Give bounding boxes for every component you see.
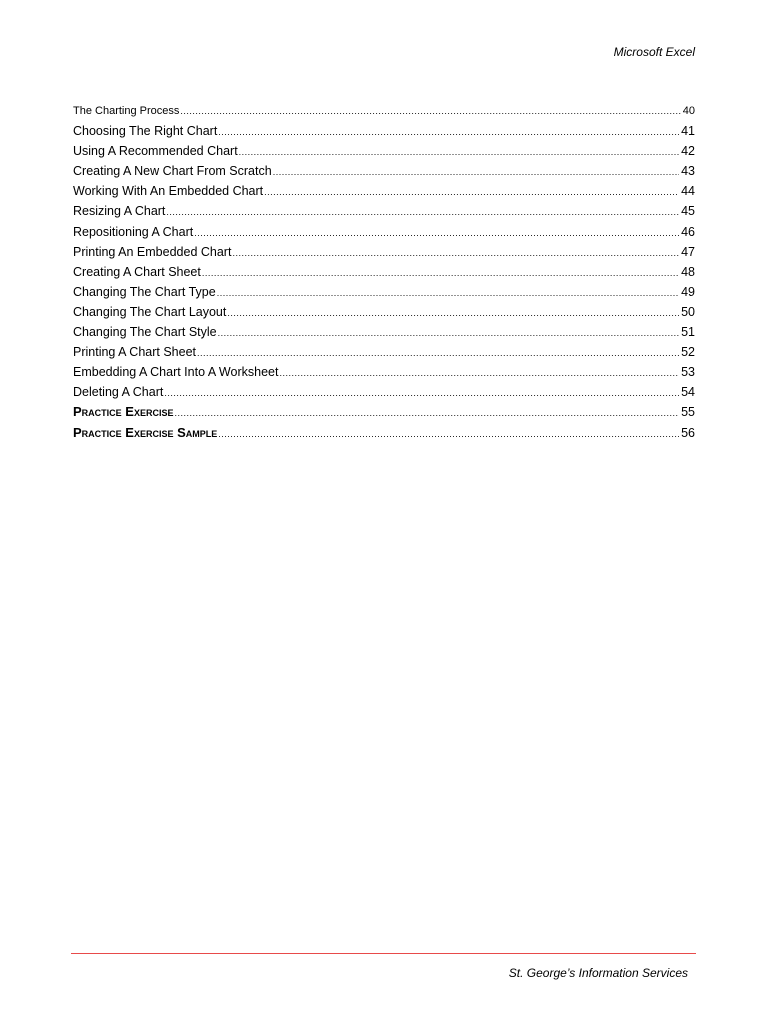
toc-entry[interactable] — [73, 402, 695, 422]
toc-dot-leader — [174, 403, 679, 423]
toc-dot-leader — [227, 303, 679, 323]
toc-entry-label: Changing The Chart Style — [73, 325, 217, 340]
toc-entry-label: Embedding A Chart Into A Worksheet — [73, 365, 279, 380]
toc-entry[interactable] — [73, 161, 695, 181]
toc-entry[interactable] — [73, 423, 695, 443]
toc-entry-page-number: 56 — [681, 425, 695, 440]
toc-entry-label: Using A Recommended Chart — [73, 144, 238, 159]
toc-dot-leader — [217, 283, 679, 303]
toc-dot-leader — [218, 122, 679, 142]
footer-publisher-text: St. George’s Information Services — [508, 966, 688, 980]
toc-entry-page-number: 49 — [681, 284, 695, 299]
toc-entry-label: Practice Exercise Sample — [73, 424, 218, 440]
toc-entry-page-number: 47 — [681, 244, 695, 259]
toc-entry-page-number: 43 — [681, 164, 695, 179]
toc-entry[interactable] — [73, 362, 695, 382]
toc-entry-label: Printing An Embedded Chart — [73, 244, 232, 259]
toc-entry[interactable] — [73, 282, 695, 302]
toc-dot-leader — [202, 263, 679, 283]
toc-entry-label: Deleting A Chart — [73, 385, 164, 400]
toc-entry[interactable] — [73, 242, 695, 262]
toc-entry-label: Changing The Chart Layout — [73, 304, 227, 319]
toc-entry[interactable] — [73, 382, 695, 402]
footer-divider — [71, 953, 696, 954]
toc-entry[interactable] — [73, 262, 695, 282]
toc-entry-page-number: 42 — [681, 144, 695, 159]
table-of-contents — [73, 101, 695, 443]
toc-entry[interactable] — [73, 101, 695, 121]
toc-dot-leader — [239, 142, 679, 162]
toc-entry-page-number: 45 — [681, 204, 695, 219]
toc-entry-page-number: 54 — [681, 385, 695, 400]
toc-entry-label: Changing The Chart Type — [73, 284, 216, 299]
toc-dot-leader — [273, 162, 679, 182]
toc-entry[interactable] — [73, 121, 695, 141]
toc-entry-label: Resizing A Chart — [73, 204, 166, 219]
toc-dot-leader — [264, 182, 679, 202]
toc-entry-page-number: 51 — [681, 325, 695, 340]
toc-dot-leader — [279, 363, 679, 383]
toc-entry-label: Creating A Chart Sheet — [73, 264, 201, 279]
toc-dot-leader — [232, 243, 679, 263]
toc-entry[interactable] — [73, 302, 695, 322]
toc-entry-page-number: 41 — [681, 124, 695, 139]
toc-entry-page-number: 46 — [681, 224, 695, 239]
toc-entry-label: Repositioning A Chart — [73, 224, 194, 239]
toc-entry-label: Creating A New Chart From Scratch — [73, 164, 272, 179]
toc-entry-label: Working With An Embedded Chart — [73, 184, 264, 199]
toc-entry[interactable] — [73, 222, 695, 242]
toc-dot-leader — [197, 343, 679, 363]
toc-entry[interactable] — [73, 181, 695, 201]
toc-entry[interactable] — [73, 322, 695, 342]
page-header-title: Microsoft Excel — [613, 45, 695, 59]
toc-entry-page-number: 40 — [682, 105, 695, 117]
toc-entry-page-number: 55 — [681, 405, 695, 420]
toc-entry-label: The Charting Process — [73, 105, 180, 117]
toc-entry-page-number: 53 — [681, 365, 695, 380]
toc-entry-label: Choosing The Right Chart — [73, 124, 218, 139]
toc-dot-leader — [194, 223, 679, 243]
toc-entry-label: Practice Exercise — [73, 404, 174, 420]
toc-dot-leader — [218, 424, 679, 444]
toc-entry-page-number: 50 — [681, 304, 695, 319]
toc-entry-page-number: 48 — [681, 264, 695, 279]
toc-entry-page-number: 44 — [681, 184, 695, 199]
toc-dot-leader — [164, 383, 679, 403]
toc-entry-label: Printing A Chart Sheet — [73, 345, 196, 360]
toc-entry[interactable] — [73, 141, 695, 161]
toc-dot-leader — [166, 202, 679, 222]
toc-dot-leader — [218, 323, 679, 343]
toc-dot-leader — [180, 101, 680, 121]
toc-entry[interactable] — [73, 342, 695, 362]
toc-entry[interactable] — [73, 201, 695, 221]
toc-entry-page-number: 52 — [681, 345, 695, 360]
